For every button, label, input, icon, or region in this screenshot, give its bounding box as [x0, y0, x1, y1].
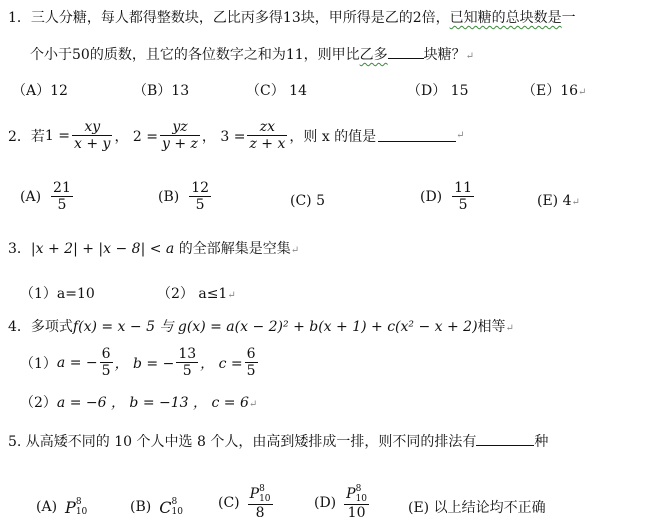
q2-option-b: (B) $\frac{12}{5}$ [158, 180, 210, 213]
q3-option-2: （2） a≤1↵ [157, 286, 236, 302]
q4-line: 4．多项式f(x) = x − 5 与 g(x) = a(x − 2)² + b(x + 1) + c(x² − x + 2)相等↵ [8, 319, 514, 335]
q1-option-d: （D） 15 [407, 83, 469, 99]
q2-option-c: (C) 5 [290, 193, 325, 209]
q2-line: 2．若 1 = $\frac{xy}{x + y}$ ， 2 = $\frac{yz}{y + z}$ ， 3 = $\frac{zx}{z + x}$ ，则 x 的值是 ↵ [8, 119, 465, 152]
q2-option-e: (E) 4↵ [537, 193, 580, 209]
q2-option-d: (D) $\frac{11}{5}$ [420, 180, 472, 213]
q5-option-b: (B) C 8 10 [130, 497, 183, 517]
answer-blank[interactable] [378, 129, 456, 142]
q2-fraction-2: $\frac{yz}{y + z}$ [162, 119, 198, 152]
q1-option-e: （E）16↵ [522, 83, 587, 99]
q2-option-a: (A) $\frac{21}{5}$ [20, 180, 71, 213]
q1-option-c: （C） 14 [246, 83, 307, 99]
q1-line1: 1．三人分糖，每人都得整数块，乙比丙多得13块，甲所得是乙的2倍，已知糖的总块数是一 [8, 10, 576, 26]
q5-option-a: (A) P 8 10 [36, 497, 88, 517]
q4-option-2: （2）a = −6 ， b = −13 ， c = 6↵ [20, 395, 258, 411]
answer-blank[interactable] [388, 46, 424, 59]
q1-option-b: （B）13 [133, 83, 190, 99]
q1-line2: 个小于50的质数，且它的各位数字之和为11，则甲比乙多 块糖？↵ [30, 47, 475, 63]
q5-line: 5. 从高矮不同的 10 个人中选 8 个人，由高到矮排成一排，则不同的排法有 种 [8, 434, 549, 450]
q5-option-d: (D) P8 10 10 [314, 484, 368, 521]
q5-option-e: (E) 以上结论均不正确 [408, 500, 546, 516]
answer-blank[interactable] [476, 433, 534, 446]
q3-line: 3．|x + 2| + |x − 8| < a 的全部解集是空集↵ [8, 241, 300, 257]
q2-fraction-1: $\frac{xy}{x + y}$ [74, 119, 111, 152]
q5-option-c: (C) P8 10 8 [218, 484, 271, 521]
q1-option-a: （A）12 [12, 83, 68, 99]
q4-option-1: （1） a = − $\frac{6}{5}$ ， b = − $\frac{13}{5}$ ， c = $\frac{6}{5}$ [20, 346, 256, 379]
q3-option-1: （1）a=10 [20, 286, 95, 302]
q2-fraction-3: $\frac{zx}{z + x}$ [249, 119, 286, 152]
